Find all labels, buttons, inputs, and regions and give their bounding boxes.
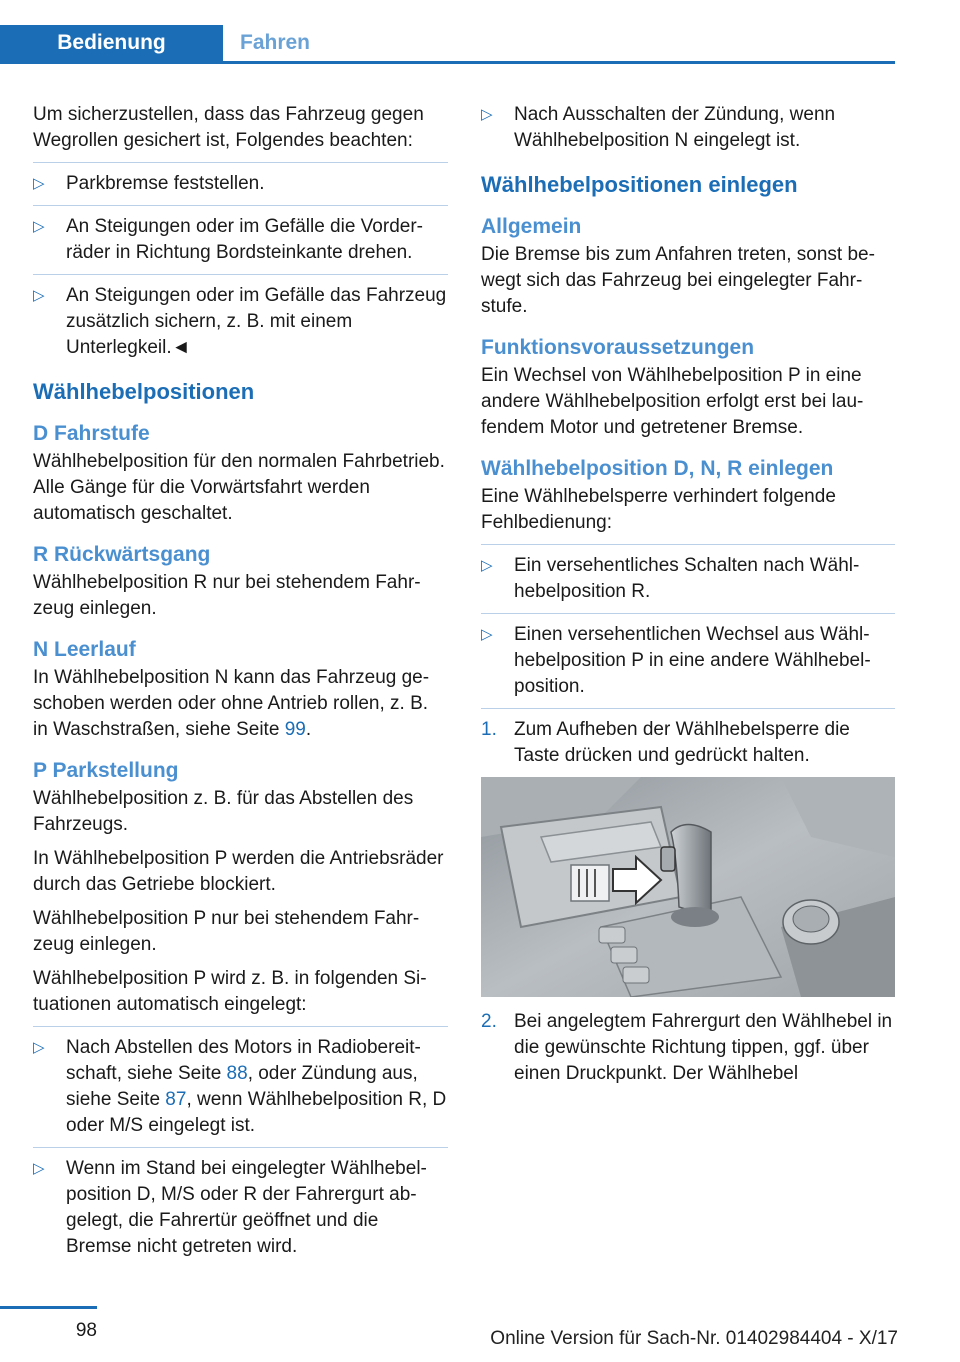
page-link-88[interactable]: 88	[226, 1063, 248, 1084]
list-item: ▷ Wenn im Stand bei eingelegter Wählhebelposition D, M/S oder R der Fahrergurt abgelegt, die Fahrertür geöffnet und die Bremse nicht getreten wird.	[33, 1158, 427, 1257]
triangle-bullet-icon: ▷	[33, 287, 45, 304]
step-item: 1. Zum Aufheben der Wählhebelsperre die Taste drücken und gedrückt halten.	[481, 719, 850, 766]
section-heading-wahlhebelpositionen: Wählhebelpositionen	[33, 379, 255, 404]
left-column	[33, 102, 448, 1268]
subheading-dnr: Wählhebelposition D, N, R einlegen	[481, 457, 834, 480]
online-version-note: Online Version für Sach-Nr. 01402984404 - X/17	[490, 1328, 898, 1349]
list-item: ▷ An Steigungen oder im Gefälle das Fahrzeug zusätzlich sichern, z. B. mit einem Unterlegkeil.◄	[33, 285, 447, 358]
paragraph-p2: In Wählhebelposition P werden die Antriebsräder durch das Getriebe blockiert.	[33, 848, 444, 895]
paragraph-p3: Wählhebelposition P nur bei stehendem Fahrzeug einlegen.	[33, 908, 420, 955]
footer-rule	[0, 1306, 97, 1309]
divider	[33, 205, 448, 206]
tab-fahren[interactable]: Fahren	[240, 31, 311, 54]
subheading-r: R Rückwärtsgang	[33, 543, 211, 566]
paragraph-allgemein: Die Bremse bis zum Anfahren treten, sonst bewegt sich das Fahrzeug bei eingelegter Fahrstufe.	[481, 244, 875, 317]
triangle-bullet-icon: ▷	[33, 1039, 45, 1056]
subheading-p: P Parkstellung	[33, 759, 179, 782]
divider	[33, 274, 448, 275]
paragraph-funktion: Ein Wechsel von Wählhebelposition P in eine andere Wählhebelposition erfolgt erst bei laufendem Motor und getretener Bremse.	[481, 365, 864, 438]
triangle-bullet-icon: ▷	[481, 626, 493, 643]
divider	[481, 613, 895, 614]
paragraph-d: Wählhebelposition für den normalen Fahrbetrieb. Alle Gänge für die Vorwärtsfahrt werden automatisch geschaltet.	[33, 451, 445, 524]
subheading-n: N Leerlauf	[33, 638, 136, 661]
list-item: ▷ Ein versehentliches Schalten nach Wählhebelposition R.	[481, 555, 860, 602]
divider	[33, 1026, 448, 1027]
header-tabbar	[0, 25, 895, 64]
list-item: ▷ Parkbremse feststellen.	[33, 171, 448, 197]
page-number: 98	[75, 1320, 97, 1341]
paragraph-dnr: Eine Wählhebelsperre verhindert folgende Fehlbedienung:	[481, 486, 836, 533]
divider	[33, 1147, 448, 1148]
step-number: 2.	[481, 1011, 497, 1032]
triangle-bullet-icon: ▷	[33, 175, 45, 192]
list-item: ▷ An Steigungen oder im Gefälle die Vorderräder in Richtung Bordsteinkante drehen.	[33, 216, 423, 263]
divider	[481, 544, 895, 545]
paragraph-n: In Wählhebelposition N kann das Fahrzeug geschoben werden oder ohne Antrieb rollen, z. B. in Waschstraßen, siehe Seite 99.	[33, 667, 430, 740]
triangle-bullet-icon: ▷	[33, 218, 45, 235]
divider	[481, 708, 895, 709]
divider	[33, 162, 448, 163]
section-heading-einlegen: Wählhebelpositionen einlegen	[481, 172, 798, 197]
right-column	[481, 102, 895, 1095]
step-item: 2. Bei angelegtem Fahrergurt den Wählhebel in die gewünschte Richtung tippen, ggf. über einen Druckpunkt. Der Wählhebel	[481, 1011, 893, 1084]
step-number: 1.	[481, 719, 497, 740]
list-item: ▷ Einen versehentlichen Wechsel aus Wählhebelposition P in eine andere Wählhebelposition.	[481, 624, 871, 697]
gear-selector-illustration	[481, 777, 895, 997]
subheading-allgemein: Allgemein	[481, 215, 582, 238]
subheading-funktion: Funktionsvoraussetzungen	[481, 336, 755, 359]
paragraph-r: Wählhebelposition R nur bei stehendem Fahrzeug einlegen.	[33, 572, 421, 619]
list-item: ▷ Nach Ausschalten der Zündung, wenn Wählhebelposition N eingelegt ist.	[481, 104, 836, 151]
page-link-87[interactable]: 87	[165, 1089, 187, 1110]
triangle-bullet-icon: ▷	[33, 1160, 45, 1177]
subheading-d: D Fahrstufe	[33, 422, 150, 445]
paragraph-p4: Wählhebelposition P wird z. B. in folgenden Situationen automatisch eingelegt:	[33, 968, 427, 1015]
triangle-bullet-icon: ▷	[481, 557, 493, 574]
paragraph-p1: Wählhebelposition z. B. für das Abstellen des Fahrzeugs.	[33, 788, 414, 835]
tab-bedienung[interactable]: Bedienung	[0, 25, 223, 61]
page-link-99[interactable]: 99	[284, 719, 306, 740]
list-item: ▷ Nach Abstellen des Motors in Radiobereitschaft, siehe Seite 88, oder Zündung aus, siehe Seite 87, wenn Wählhebelposition R, D oder M/S eingelegt ist.	[33, 1037, 447, 1136]
intro-paragraph: Um sicherzustellen, dass das Fahrzeug gegen Wegrollen gesichert ist, Folgendes beachten:	[33, 104, 424, 151]
triangle-bullet-icon: ▷	[481, 106, 493, 123]
